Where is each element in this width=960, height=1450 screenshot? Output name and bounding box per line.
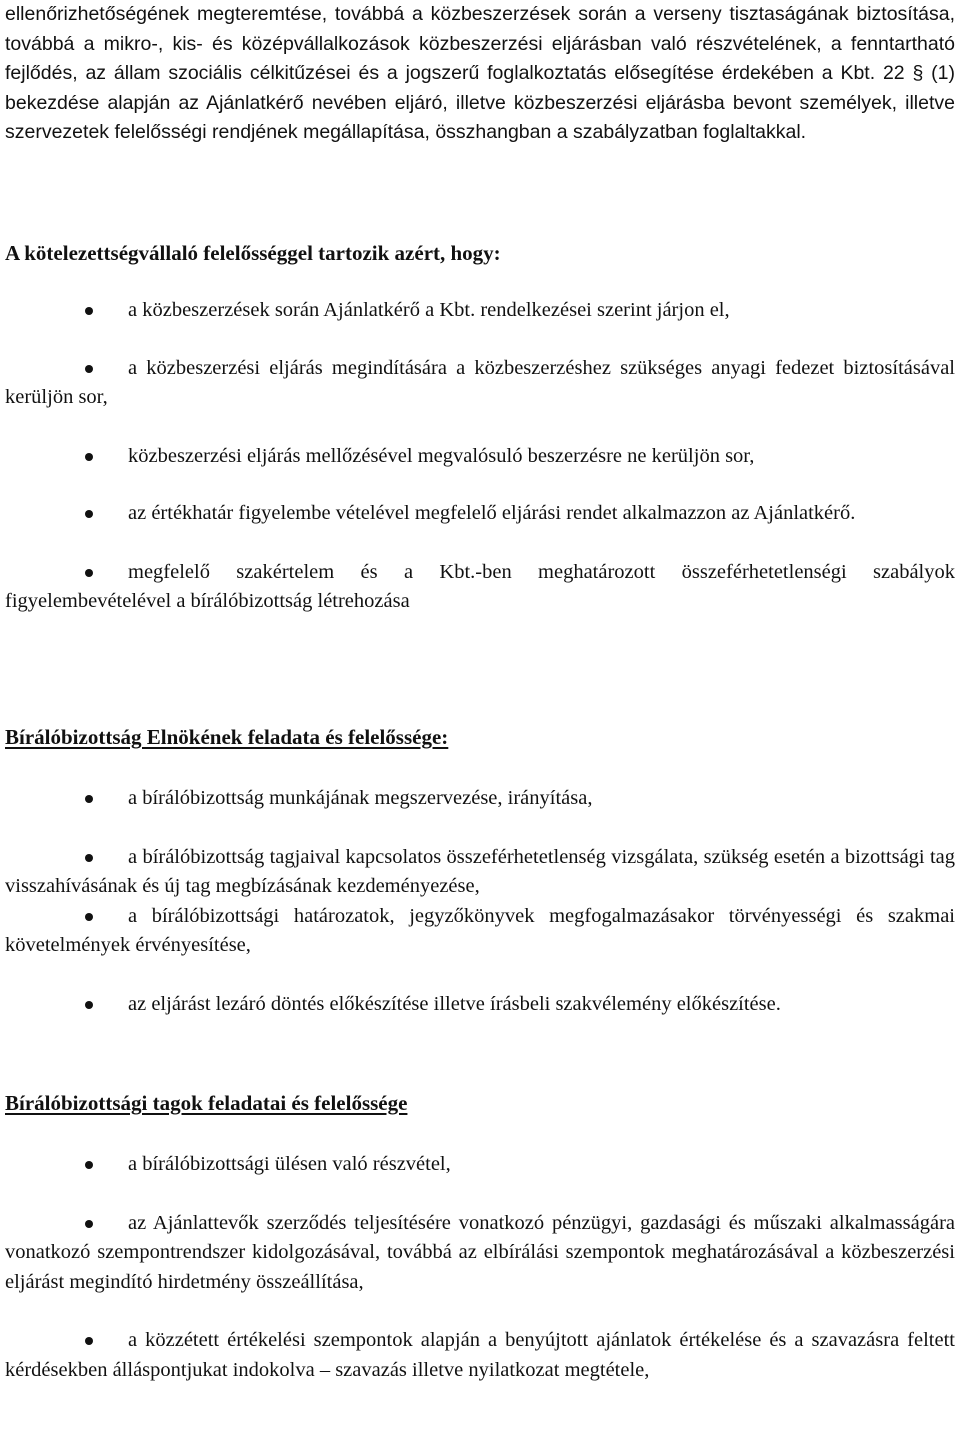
list-item: az eljárást lezáró döntés előkészítése illetve írásbeli szakvélemény előkészítése.: [5, 990, 955, 1020]
bullet-icon: [85, 365, 93, 373]
bullet-icon: [85, 1001, 93, 1009]
bullet-icon: [85, 795, 93, 803]
list-item: az értékhatár figyelembe vételével megfelelő eljárási rendet alkalmazzon az Ajánlatkérő.: [5, 499, 955, 529]
list-item: a közzétett értékelési szempontok alapján a benyújtott ajánlatok értékelése és a szavazásra feltett kérdésekben álláspontjukat indokolva – szavazás illetve nyilatkozat megtétele,: [5, 1329, 955, 1381]
bullet-icon: [85, 453, 93, 461]
list-item: a bírálóbizottsági ülésen való részvétel,: [5, 1150, 955, 1180]
bullet-icon: [85, 307, 93, 315]
section-heading-obligations: A kötelezettségvállaló felelősséggel tartozik azért, hogy:: [5, 241, 501, 265]
member-duties-list: [5, 1150, 955, 1385]
list-item: megfelelő szakértelem és a Kbt.-ben meghatározott összeférhetetlenségi szabályok figyelembevételével a bírálóbizottság létrehozása: [5, 560, 955, 612]
section-heading-member-duties: Bírálóbizottsági tagok feladatai és felelőssége: [5, 1091, 408, 1115]
bullet-icon: [85, 854, 93, 862]
bullet-icon: [85, 510, 93, 518]
intro-paragraph: ellenőrizhetőségének megteremtése, továbbá a közbeszerzések során a verseny tisztaságának biztosítása, továbbá a mikro-, kis- és középvállalkozások közbeszerzési eljárásban való részvételének, a fenntartható fejlődés, az állam szociális célkitűzései és a jogszerű foglalkoztatás elősegítése érdekében a Kbt. 22 § (1) bekezdése alapján az Ajánlatkérő nevében eljáró, illetve közbeszerzési eljárásba bevont személyek, illetve szervezetek felelősségi rendjének megállapítása, összhangban a szabályzatban foglaltakkal.: [5, 3, 955, 143]
list-item: a közbeszerzési eljárás megindítására a közbeszerzéshez szükséges anyagi fedezet biztosításával kerüljön sor,: [5, 356, 955, 408]
bullet-icon: [85, 1161, 93, 1169]
bullet-icon: [85, 913, 93, 921]
list-item: a bírálóbizottság munkájának megszervezése, irányítása,: [5, 784, 955, 814]
list-item: a közbeszerzések során Ajánlatkérő a Kbt. rendelkezései szerint járjon el,: [5, 296, 955, 326]
bullet-icon: [85, 1220, 93, 1228]
list-item: az Ajánlattevők szerződés teljesítésére vonatkozó pénzügyi, gazdasági és műszaki alkalmasságára vonatkozó szempontrendszer kidolgozásával, továbbá az elbírálási szempontok meghatározásával a közbeszerzési eljárást megindító hirdetmény összeállítása,: [5, 1211, 955, 1293]
bullet-icon: [85, 569, 93, 577]
chair-duties-list: [5, 784, 955, 1019]
list-item: közbeszerzési eljárás mellőzésével megvalósuló beszerzésre ne kerüljön sor,: [5, 442, 955, 472]
obligations-list: [5, 296, 955, 617]
section-heading-chair-duties: Bírálóbizottság Elnökének feladata és felelőssége:: [5, 725, 449, 749]
bullet-icon: [85, 1337, 93, 1345]
list-item: a bírálóbizottsági határozatok, jegyzőkönyvek megfogalmazásakor törvényességi és szakmai követelmények érvényesítése,: [5, 904, 955, 956]
list-item: a bírálóbizottság tagjaival kapcsolatos összeférhetetlenség vizsgálata, szükség esetén a bizottsági tag visszahívásának és új tag megbízásának kezdeményezése,: [5, 845, 955, 897]
